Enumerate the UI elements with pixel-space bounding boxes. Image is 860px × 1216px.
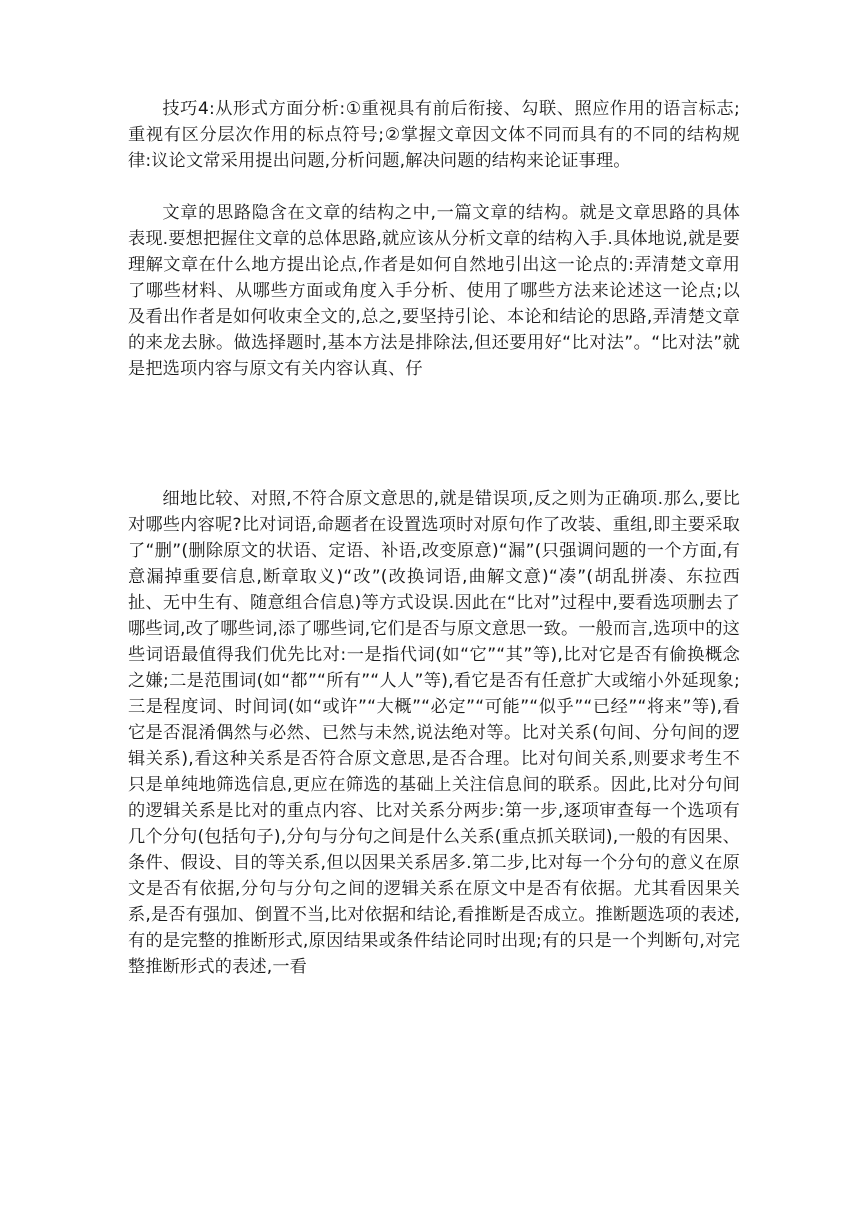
paragraph-technique-4: 技巧4:从形式方面分析:①重视具有前后衔接、勾联、照应作用的语言标志;重视有区分层次作用的标点符号;②掌握文章因文体不同而具有的不同的结构规律:议论文常采用提出问题,分析问题,解决问题的结构来论证事理。 [128,99,740,171]
paragraph-comparison-method: 细地比较、对照,不符合原文意思的,就是错误项,反之则为正确项.那么,要比对哪些内容呢?比对词语,命题者在设置选项时对原句作了改装、重组,即主要采取了“删”(删除原文的状语、定语、补语,改变原意)“漏”(只强调问题的一个方面,有意漏掉重要信息,断章取义)“改”(改换词语,曲解文意)“凑”(胡乱拼凑、东拉西扯、无中生有、随意组合信息)等方式设误.因此在“比对”过程中,要看选项删去了哪些词,改了哪些词,添了哪些词,它们是否与原文意思一致。一般而言,选项中的这些词语最值得我们优先比对:一是指代词(如“它”“其”等),比对它是否有偷换概念之嫌;二是范围词(如“都”“所有”“人人”等),看它是否有任意扩大或缩小外延现象;三是程度词、时间词(如“或许”“大概”“必定”“可能”“似乎”“已经”“将来”等),看它是否混淆偶然与必然、已然与未然,说法绝对等。比对关系(句间、分句间的逻辑关系),看这种关系是否符合原文意思,是否合理。比对句间关系,则要求考生不只是单纯地筛选信息,更应在筛选的基础上关注信息间的联系。因此,比对分句间的逻辑关系是比对的重点内容、比对关系分两步:第一步,逐项审查每一个选项有几个分句(包括句子),分句与分句之间是什么关系(重点抓关联词),一般的有因果、条件、假设、目的等关系,但以因果关系居多.第二步,比对每一个分句的意义在原文是否有依据,分句与分句之间的逻辑关系在原文中是否有依据。尤其看因果关系,是否有强加、倒置不当,比对依据和结论,看推断是否成立。推断题选项的表述,有的是完整的推断形式,原因结果或条件结论同时出现;有的只是一个判断句,对完整推断形式的表述,一看 [128,489,740,977]
document-page [128,96,740,980]
paragraph-article-structure: 文章的思路隐含在文章的结构之中,一篇文章的结构。就是文章思路的具体表现.要想把握住文章的总体思路,就应该从分析文章的结构入手.具体地说,就是要理解文章在什么地方提出论点,作者是如何自然地引出这一论点的:弄清楚文章用了哪些材料、从哪些方面或角度入手分析、使用了哪些方法来论述这一论点;以及看出作者是如何收束全文的,总之,要坚持引论、本论和结论的思路,弄清楚文章的来龙去脉。做选择题时,基本方法是排除法,但还要用好“比对法”。“比对法”就是把选项内容与原文有关内容认真、仔 [128,203,740,379]
